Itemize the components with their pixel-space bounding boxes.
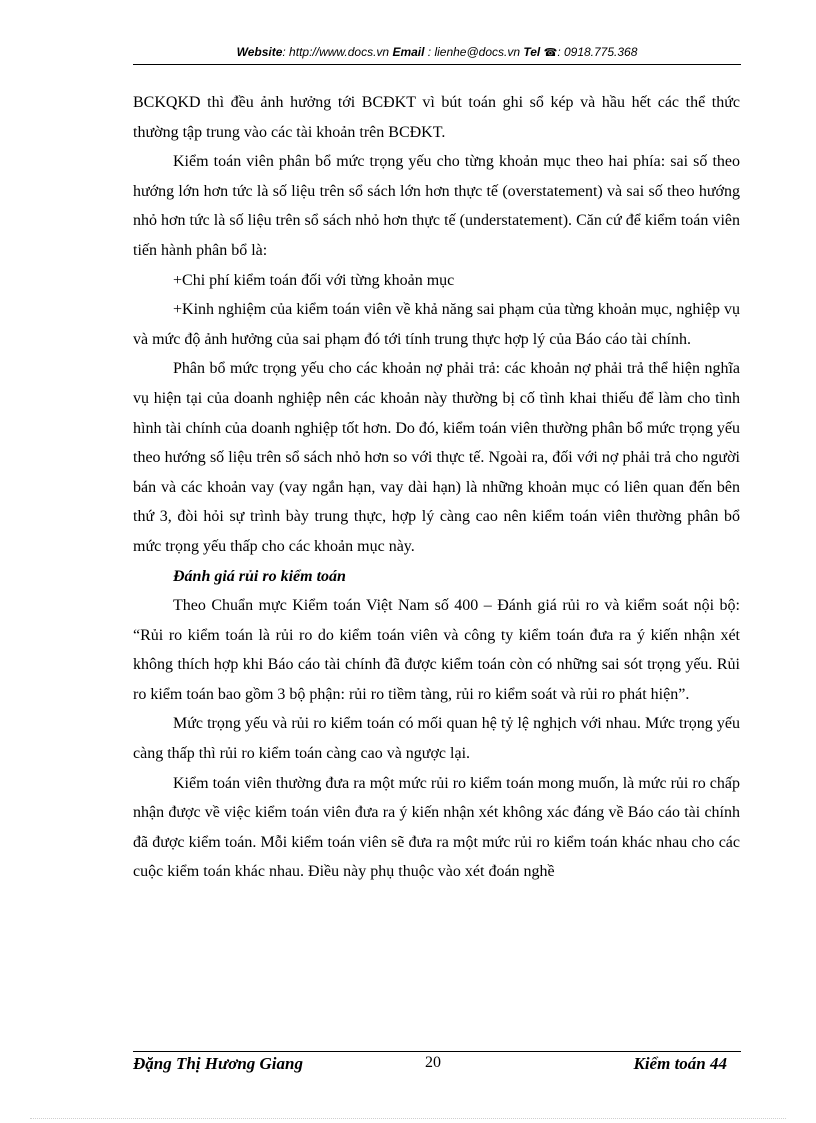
page-footer (133, 1054, 741, 1078)
paragraph-3: +Chi phí kiểm toán đối với từng khoản mục (173, 271, 455, 289)
paragraph-2: Kiểm toán viên phân bổ mức trọng yếu cho từng khoản mục theo hai phía: sai số theo hướng lớn hơn tức là số liệu trên sổ sách lớn hơn thực tế (overstatement) và sai số theo hướng nhỏ hơn tức là số liệu trên sổ sách nhỏ hơn thực tế (understatement). Căn cứ để kiểm toán viên tiến hành phân bổ là: (133, 153, 740, 259)
tel-label: Tel (523, 45, 541, 59)
email-address[interactable]: : lienhe@docs.vn (424, 45, 524, 59)
footer-course: Kiểm toán 44 (633, 1054, 727, 1073)
paragraph-1: BCKQKD thì đều ảnh hưởng tới BCĐKT vì bút toán ghi sổ kép và hầu hết các thể thức thường tập trung vào các tài khoản trên BCĐKT. (133, 94, 740, 141)
page-number: 20 (425, 1054, 441, 1071)
website-url[interactable]: : http://www.docs.vn (282, 45, 393, 59)
footer-divider (133, 1051, 741, 1052)
paragraph-8: Kiểm toán viên thường đưa ra một mức rủi ro kiểm toán mong muốn, là mức rủi ro chấp nhận được về việc kiểm toán viên đưa ra ý kiến nhận xét không xác đáng về Báo cáo tài chính đã được kiểm toán. Mỗi kiểm toán viên sẽ đưa ra một mức rủi ro kiểm toán khác nhau cho các cuộc kiểm toán khác nhau. Điều này phụ thuộc vào xét đoán nghề (133, 774, 740, 881)
document-body (133, 88, 740, 887)
phone-icon: ☎ (543, 47, 558, 59)
website-label: Website (236, 45, 283, 59)
footer-author: Đặng Thị Hương Giang (133, 1054, 303, 1073)
page-header (133, 44, 741, 61)
email-label: Email (392, 45, 425, 59)
paragraph-6: Theo Chuẩn mực Kiểm toán Việt Nam số 400 – Đánh giá rủi ro và kiểm soát nội bộ: “Rủi ro kiểm toán là rủi ro do kiểm toán viên và công ty kiểm toán đưa ra ý kiến nhận xét không thích hợp khi Báo cáo tài chính đã được kiểm toán còn có những sai sót trọng yếu. Rủi ro kiểm toán bao gồm 3 bộ phận: rủi ro tiềm tàng, rủi ro kiểm soát và rủi ro phát hiện”. (133, 597, 740, 703)
header-divider (133, 64, 741, 65)
section-heading: Đánh giá rủi ro kiểm toán (173, 567, 346, 585)
tel-number: : 0918.775.368 (557, 45, 638, 59)
paragraph-4: +Kinh nghiệm của kiểm toán viên về khả năng sai phạm của từng khoản mục, nghiệp vụ và mức độ ảnh hưởng của sai phạm đó tới tính trung thực hợp lý của Báo cáo tài chính. (133, 301, 740, 348)
paragraph-5: Phân bổ mức trọng yếu cho các khoản nợ phải trả: các khoản nợ phải trả thể hiện nghĩa vụ hiện tại của doanh nghiệp nên các khoản này thường bị cố tình khai thiếu để làm cho tình hình tài chính của doanh nghiệp tốt hơn. Do đó, kiểm toán viên thường phân bổ mức trọng yếu theo hướng số liệu trên sổ sách nhỏ hơn so với thực tế. Ngoài ra, đối với nợ phải trả cho người bán và các khoản vay (vay ngắn hạn, vay dài hạn) là những khoản mục có liên quan đến bên thứ 3, đòi hỏi sự trình bày trung thực, hợp lý càng cao nên kiểm toán viên thường phân bổ mức trọng yếu thấp cho các khoản mục này. (133, 360, 740, 555)
page-bottom-edge (30, 1118, 786, 1119)
paragraph-7: Mức trọng yếu và rủi ro kiểm toán có mối quan hệ tỷ lệ nghịch với nhau. Mức trọng yếu càng thấp thì rủi ro kiểm toán càng cao và ngược lại. (133, 715, 740, 763)
